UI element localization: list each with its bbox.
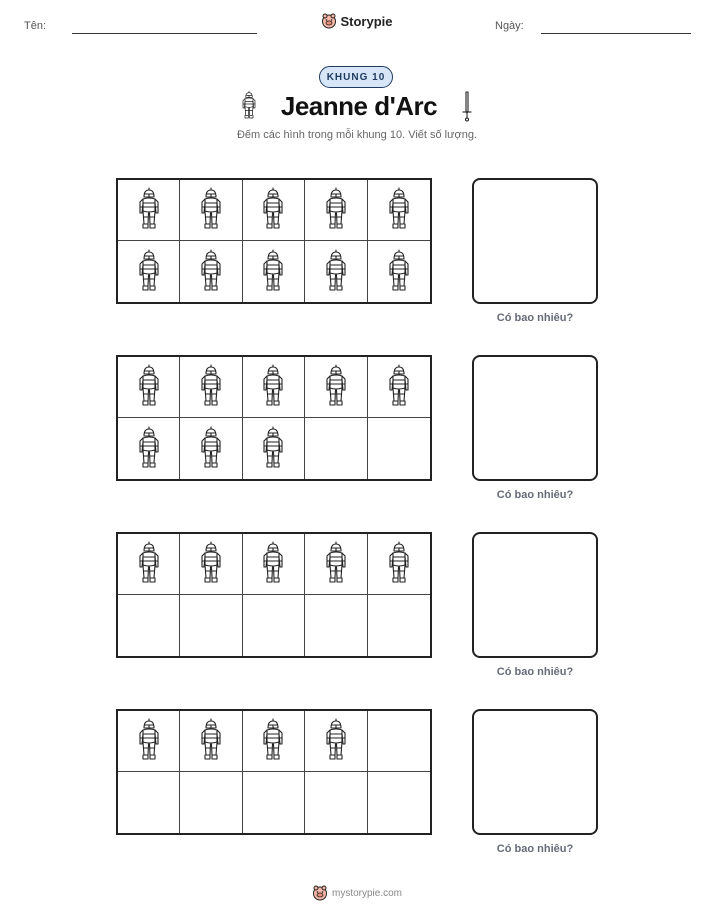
ten-frame-cell (118, 711, 180, 772)
ten-frame-cell (368, 711, 430, 772)
date-label: Ngày: (495, 20, 524, 32)
knight-icon (137, 717, 161, 765)
ten-frame-cell (180, 418, 242, 479)
ten-frame-cell (243, 357, 305, 418)
ten-frame-cell (118, 180, 180, 241)
knight-icon (261, 186, 285, 234)
answer-box[interactable] (472, 532, 598, 658)
ten-frame-cell (243, 534, 305, 595)
ten-frame-cell (368, 357, 430, 418)
knight-icon (199, 186, 223, 234)
name-label: Tên: (24, 20, 47, 32)
answer-question: Có bao nhiêu? (496, 666, 574, 678)
knight-icon (261, 717, 285, 765)
knight-icon (137, 425, 161, 473)
ten-frame-cell (118, 772, 180, 833)
ten-frame-cell (118, 534, 180, 595)
ten-frame-cell (368, 180, 430, 241)
knight-icon (387, 186, 411, 234)
knight-icon (137, 186, 161, 234)
knight-icon (324, 540, 348, 588)
knight-icon (199, 363, 223, 411)
ten-frame-cell (305, 418, 367, 479)
answer-box[interactable] (472, 178, 598, 304)
ten-frame-cell (243, 595, 305, 656)
ten-frame-cell (243, 711, 305, 772)
ten-frame-cell (305, 534, 367, 595)
ten-frame-cell (305, 241, 367, 302)
ten-frame-cell (118, 357, 180, 418)
ten-frame-cell (305, 772, 367, 833)
brand-name: Storypie (340, 13, 393, 29)
ten-frame-cell (180, 534, 242, 595)
footer-site: mystorypie.com (331, 887, 402, 899)
knight-icon (261, 425, 285, 473)
ten-frame-cell (368, 418, 430, 479)
sword-icon (461, 90, 473, 122)
name-line[interactable] (72, 33, 257, 34)
knight-icon (241, 90, 257, 122)
knight-icon (387, 540, 411, 588)
date-line[interactable] (541, 33, 691, 34)
knight-icon (199, 248, 223, 296)
knight-icon (199, 425, 223, 473)
ten-frame (116, 709, 432, 835)
answer-question: Có bao nhiêu? (496, 312, 574, 324)
knight-icon (324, 186, 348, 234)
answer-box[interactable] (472, 709, 598, 835)
ten-frame-cell (180, 595, 242, 656)
ten-frame-cell (368, 241, 430, 302)
knight-icon (324, 248, 348, 296)
knight-icon (137, 248, 161, 296)
instructions: Đếm các hình trong mỗi khung 10. Viết số lượng. (236, 129, 477, 141)
ten-frame (116, 355, 432, 481)
ten-frame (116, 178, 432, 304)
ten-frame-cell (118, 418, 180, 479)
knight-icon (199, 717, 223, 765)
knight-icon (324, 363, 348, 411)
worksheet-badge: KHUNG 10 (319, 66, 393, 88)
ten-frame-cell (243, 418, 305, 479)
ten-frame-cell (180, 711, 242, 772)
knight-icon (261, 363, 285, 411)
ten-frame-cell (305, 180, 367, 241)
ten-frame-cell (118, 241, 180, 302)
ten-frame (116, 532, 432, 658)
knight-icon (261, 540, 285, 588)
ten-frame-cell (180, 180, 242, 241)
ten-frame-cell (243, 180, 305, 241)
answer-question: Có bao nhiêu? (496, 843, 574, 855)
ten-frame-cell (180, 357, 242, 418)
pig-logo-icon (312, 885, 328, 901)
knight-icon (324, 717, 348, 765)
knight-icon (137, 363, 161, 411)
answer-box[interactable] (472, 355, 598, 481)
knight-icon (137, 540, 161, 588)
ten-frame-cell (180, 241, 242, 302)
page-title: Jeanne d'Arc (280, 90, 438, 121)
ten-frame-cell (243, 772, 305, 833)
footer (0, 885, 714, 901)
knight-icon (261, 248, 285, 296)
ten-frame-cell (305, 595, 367, 656)
pig-logo-icon (321, 13, 337, 29)
knight-icon (387, 363, 411, 411)
title-row (0, 90, 714, 122)
answer-question: Có bao nhiêu? (496, 489, 574, 501)
ten-frame-cell (368, 772, 430, 833)
ten-frame-cell (243, 241, 305, 302)
ten-frame-cell (368, 534, 430, 595)
ten-frame-cell (305, 357, 367, 418)
brand-logo (0, 13, 714, 29)
knight-icon (199, 540, 223, 588)
ten-frame-cell (305, 711, 367, 772)
ten-frame-cell (368, 595, 430, 656)
ten-frame-cell (118, 595, 180, 656)
knight-icon (387, 248, 411, 296)
ten-frame-cell (180, 772, 242, 833)
